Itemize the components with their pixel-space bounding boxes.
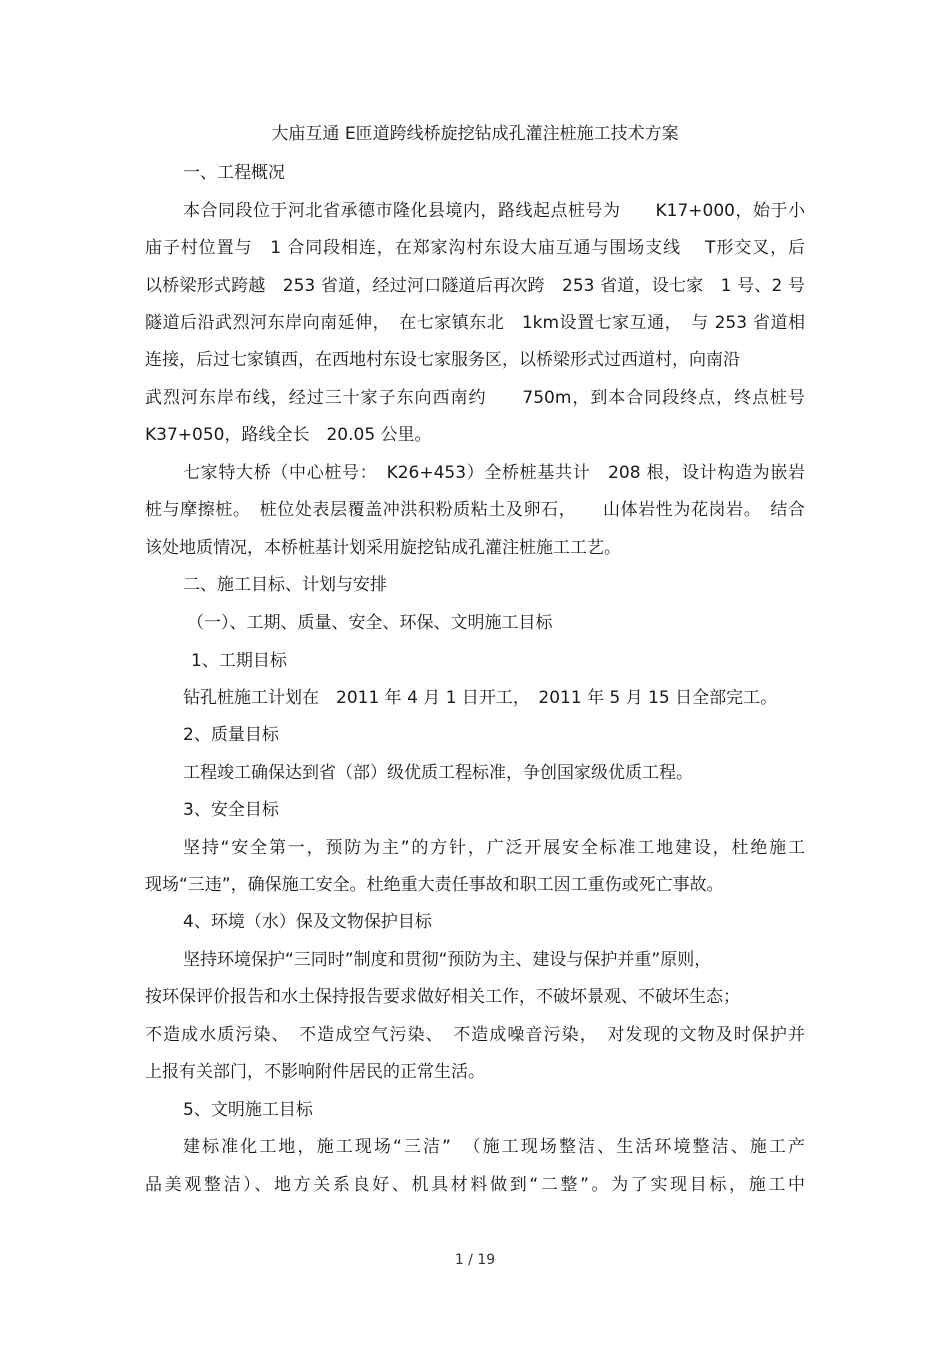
text-line: 工程竣工确保达到省（部）级优质工程标准，争创国家级优质工程。 [183, 763, 693, 783]
section-heading-overview: 一、工程概况 [183, 163, 285, 183]
text-line: 品美观整洁）、地方关系良好、机具材料做到“二整”。为了实现目标，施工中 [145, 1175, 805, 1195]
text-line: 桩与摩擦桩。 桩位处表层覆盖冲洪积粉质粘土及卵石， 山体岩性为花岗岩。 结合 [145, 500, 805, 520]
item-heading: 4、环境（水）保及文物保护目标 [183, 912, 432, 932]
item-heading: 5、文明施工目标 [183, 1100, 313, 1120]
text-line: 钻孔桩施工计划在 2011 年 4 月 1 日开工， 2011 年 5 月 15 日全部完工。 [183, 688, 778, 708]
text-line: 连接，后过七家镇西，在西地村东设七家服务区，以桥梁形式过西道村，向南沿 [145, 350, 740, 370]
item-heading: 3、安全目标 [183, 800, 279, 820]
text-line: 现场“三违”，确保施工安全。杜绝重大责任事故和职工因工重伤或死亡事故。 [145, 875, 724, 895]
text-line: 坚持“安全第一，预防为主”的方针，广泛开展安全标准工地建设，杜绝施工 [183, 838, 805, 858]
text-line: 以桥梁形式跨越 253 省道，经过河口隧道后再次跨 253 省道，设七家 1 号、2 号 [145, 276, 805, 296]
page-number: 1 / 19 [454, 1252, 496, 1268]
item-heading: 1、工期目标 [191, 651, 287, 671]
text-line: 上报有关部门，不影响附件居民的正常生活。 [145, 1062, 485, 1082]
section-heading-targets: 二、施工目标、计划与安排 [183, 575, 387, 595]
item-heading: 2、质量目标 [183, 725, 279, 745]
subsection-heading: （一）、工期、质量、安全、环保、文明施工目标 [187, 613, 553, 633]
text-line: 隧道后沿武烈河东岸向南延伸， 在七家镇东北 1km设置七家互通， 与 253 省道相 [145, 313, 805, 333]
text-line: 武烈河东岸布线，经过三十家子东向西南约 750m，到本合同段终点，终点桩号 [145, 388, 805, 408]
text-line: 七家特大桥（中心桩号： K26+453）全桥桩基共计 208 根，设计构造为嵌岩 [183, 463, 805, 483]
text-line: 本合同段位于河北省承德市隆化县境内，路线起点桩号为 K17+000，始于小 [183, 201, 805, 221]
text-line: 庙子村位置与 1 合同段相连，在郑家沟村东设大庙互通与围场支线 T形交叉，后 [145, 238, 805, 258]
text-line: K37+050，路线全长 20.05 公里。 [145, 425, 432, 445]
document-title: 大庙互通 E匝道跨线桥旋挖钻成孔灌注桩施工技术方案 [271, 124, 679, 144]
text-line: 坚持环境保护“三同时”制度和贯彻“预防为主、建设与保护并重”原则， [183, 950, 712, 970]
text-line: 建标准化工地，施工现场“三洁” （施工现场整洁、生活环境整洁、施工产 [183, 1137, 805, 1157]
text-line: 不造成水质污染、 不造成空气污染、 不造成噪音污染， 对发现的文物及时保护并 [145, 1025, 805, 1045]
text-line: 该处地质情况，本桥桩基计划采用旋挖钻成孔灌注桩施工工艺。 [145, 538, 621, 558]
text-line: 按环保评价报告和水土保持报告要求做好相关工作，不破坏景观、不破坏生态； [145, 987, 740, 1007]
